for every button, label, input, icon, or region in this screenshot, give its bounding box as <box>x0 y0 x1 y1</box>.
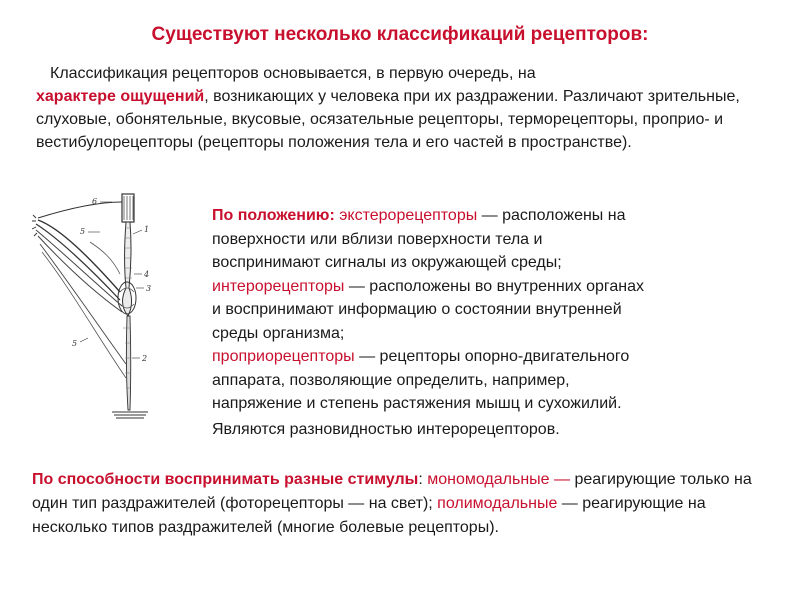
intero-line-1 <box>212 275 782 299</box>
poly-text: — реагирующие на несколько типов раздражителей (многие болевые рецепторы). <box>32 495 706 536</box>
intero-text-1: — расположены во внутренних органах <box>344 277 645 295</box>
proprio-line-1 <box>212 345 782 369</box>
proprio-line-2: аппарата, позволяющие определить, например, <box>212 371 570 389</box>
mono-term: мономодальные — <box>427 471 571 488</box>
muscle-spindle-icon <box>30 188 180 428</box>
intero-term: интерорецепторы <box>212 277 345 295</box>
poly-term: полимодальные <box>437 495 558 512</box>
proprio-term: проприорецепторы <box>212 348 355 365</box>
figure-label-4: 4 <box>144 270 150 279</box>
classification-by-stimuli <box>32 468 772 540</box>
proprio-text-1: — рецепторы опорно-двигательного <box>354 348 630 365</box>
figure-label-5-top: 5 <box>80 227 86 236</box>
figure-label-2: 2 <box>142 354 148 363</box>
muscle-spindle-figure <box>30 188 180 428</box>
proprio-line-3: напряжение и степень растяжения мышц и сухожилий. <box>212 395 622 412</box>
figure-label-6: 6 <box>92 197 98 206</box>
stimuli-heading: По способности воспринимать разные стимулы <box>32 471 419 488</box>
figure-label-3: 3 <box>146 284 152 293</box>
extero-line-3: воспринимают сигналы из окружающей среды; <box>212 254 562 271</box>
intro-text-2: , возникающих у человека при их раздражении. Различают зрительные, слуховые, обонятельные, вкусовые, осязательные рецепторы, терморецепторы, проприо- и вестибулорецепторы (рецепторы положения тела и его частей в пространстве). <box>36 88 740 151</box>
extero-line-2: поверхности или вблизи поверхности тела и <box>212 230 543 248</box>
proprio-note: Являются разновидностью интерорецепторов. <box>212 420 560 438</box>
page-title: Существуют несколько классификаций рецепторов: <box>151 24 649 45</box>
stimuli-colon: : <box>418 471 423 488</box>
intro-paragraph <box>36 62 776 154</box>
intero-line-3: среды организма; <box>212 324 345 342</box>
extero-text-1: — расположены на <box>477 207 626 224</box>
mono-text: реагирующие только на один тип раздражителей (фоторецепторы — на свет); <box>32 471 752 512</box>
figure-label-1: 1 <box>144 225 150 234</box>
figure-label-5-bottom: 5 <box>72 339 78 348</box>
extero-line-1 <box>212 204 782 228</box>
intro-highlight: характере ощущений <box>36 88 205 105</box>
classification-by-position <box>212 204 782 441</box>
position-heading: По положению: <box>212 207 335 224</box>
intro-text-1: Классификация рецепторов основывается, в первую очередь, на <box>50 65 536 82</box>
extero-term: экстерорецепторы <box>339 207 478 224</box>
intero-line-2: и воспринимают информацию о состоянии внутренней <box>212 301 622 318</box>
